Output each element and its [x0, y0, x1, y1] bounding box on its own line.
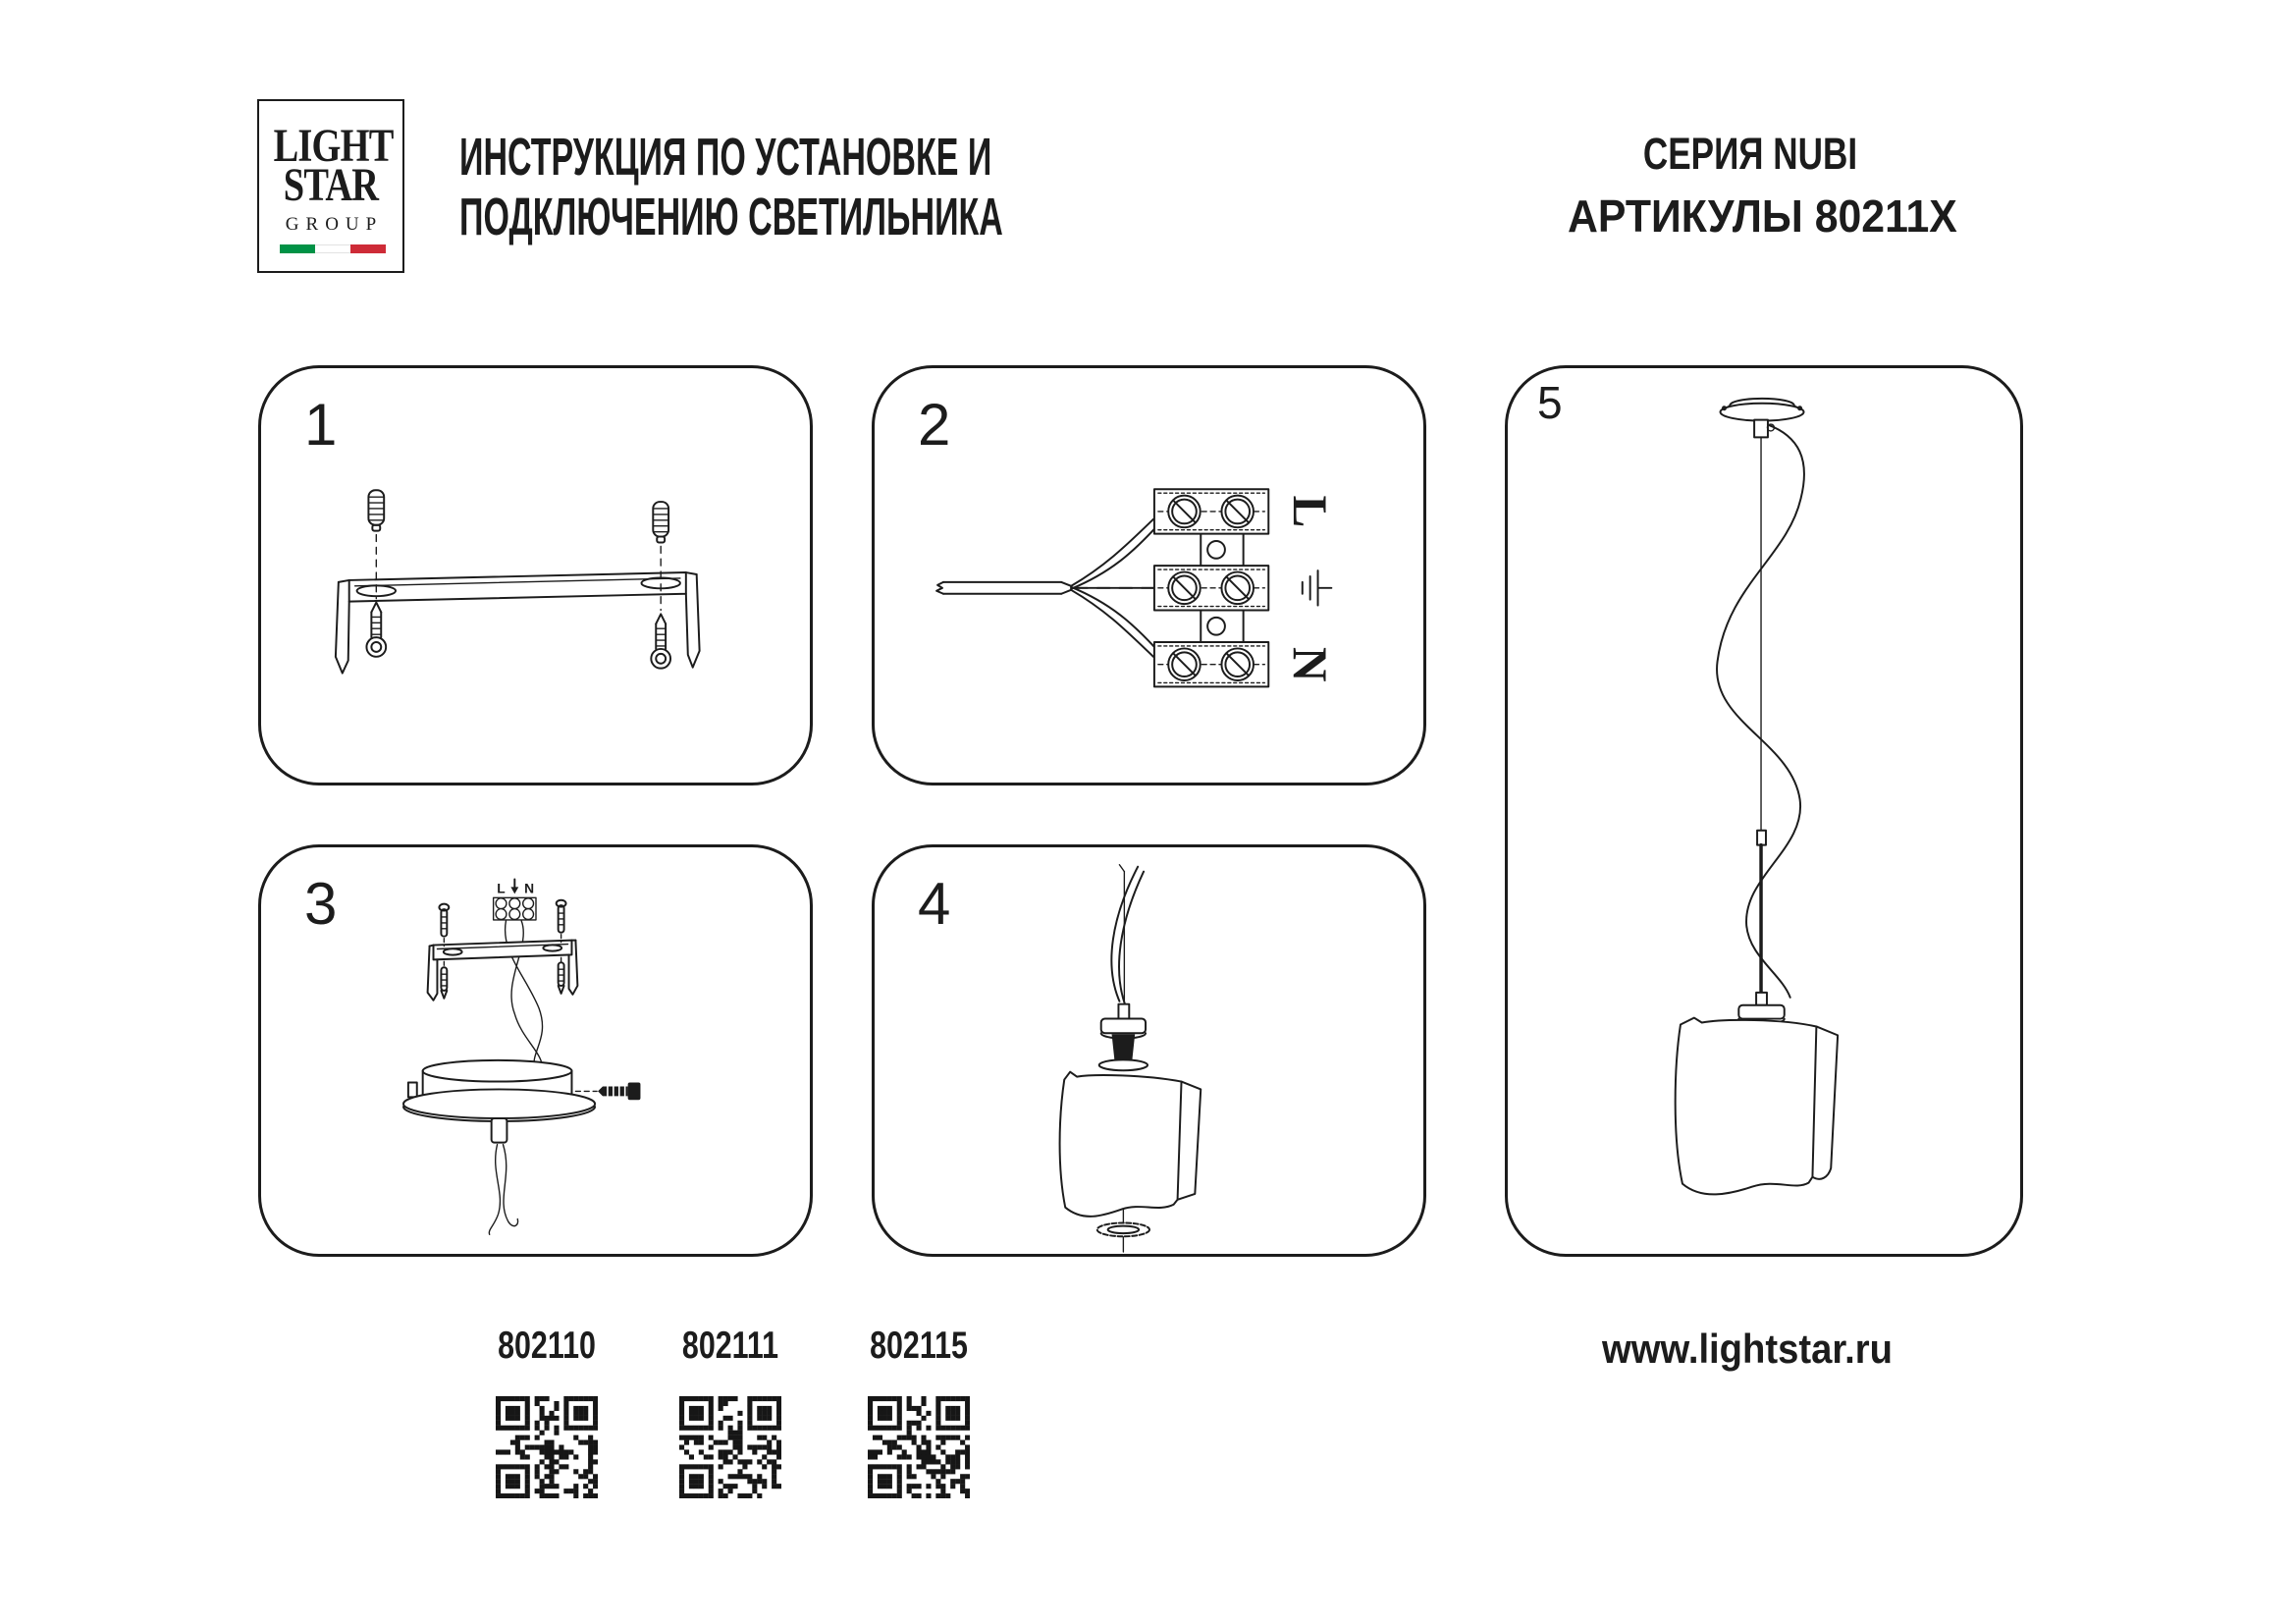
- article-code-2: 802111: [681, 1325, 779, 1367]
- power-cable: [936, 519, 1156, 657]
- mounting-bracket: [336, 572, 700, 674]
- qr-code-802115: [868, 1396, 970, 1498]
- step3-number: 3: [304, 871, 336, 937]
- logo-word-light: LIGHT: [273, 120, 394, 172]
- step1-diagram: [261, 368, 810, 783]
- page-title-line1: ИНСТРУКЦИЯ ПО УСТАНОВКЕ И: [459, 128, 992, 187]
- earth-symbol-icon: [1303, 570, 1332, 605]
- article-code-3: 802115: [870, 1325, 968, 1367]
- series-title: СЕРИЯ NUBI: [1642, 129, 1858, 179]
- wall-plug-right: [653, 502, 668, 542]
- label-neutral: N: [1283, 646, 1338, 682]
- step5-number: 5: [1537, 377, 1561, 428]
- articles-title: АРТИКУЛЫ 80211X: [1568, 190, 1957, 242]
- step4-diagram: [875, 847, 1423, 1254]
- page-title-line2: ПОДКЛЮЧЕНИЮ СВЕТИЛЬНИКА: [459, 188, 1003, 246]
- step1-panel: [258, 365, 813, 785]
- flag-white-segment: [315, 244, 350, 253]
- step2-number: 2: [918, 392, 949, 458]
- website-url: www.lightstar.ru: [1602, 1326, 1893, 1372]
- lightstar-logo: [257, 99, 404, 273]
- flag-green-segment: [280, 244, 315, 253]
- page-title: [459, 128, 1003, 247]
- step5-diagram: [1508, 368, 2020, 1254]
- label-neutral-small: N: [524, 881, 535, 896]
- mounting-bracket: [428, 941, 578, 1001]
- ceiling-canopy: [1721, 399, 1804, 438]
- terminal-block-small: [494, 880, 536, 920]
- step1-number: 1: [304, 392, 336, 458]
- step3-panel: [258, 844, 813, 1257]
- suspension-rod: [1757, 437, 1766, 993]
- step4-panel: [872, 844, 1426, 1257]
- step2-panel: [872, 365, 1426, 785]
- screw-left: [366, 603, 386, 657]
- lamp-shade: [1060, 1072, 1201, 1217]
- ring-nut: [1097, 1210, 1149, 1252]
- qr-code-802111: [679, 1396, 781, 1498]
- step2-diagram: [875, 368, 1423, 783]
- logo-word-group: GROUP: [285, 214, 384, 235]
- shade-holder: [1099, 1004, 1148, 1071]
- step5-panel: [1505, 365, 2023, 1257]
- wall-plug-left: [368, 490, 384, 530]
- ceiling-cup: [403, 1060, 595, 1143]
- article-code-1: 802110: [498, 1325, 596, 1367]
- italian-flag-icon: [280, 244, 386, 253]
- terminal-block: [1154, 489, 1268, 686]
- label-line: L: [1283, 495, 1338, 528]
- suspension-cable: [1111, 865, 1144, 1005]
- screw-right: [651, 614, 670, 668]
- label-line-small: L: [497, 881, 506, 896]
- dashed-guides: [376, 535, 661, 611]
- flag-red-segment: [350, 244, 386, 253]
- step3-diagram: [261, 847, 810, 1254]
- logo-word-star: STAR: [283, 159, 379, 211]
- pendant-wires: [489, 1145, 517, 1235]
- step4-number: 4: [918, 871, 949, 937]
- lamp-shade: [1676, 1018, 1838, 1195]
- qr-code-802110: [496, 1396, 598, 1498]
